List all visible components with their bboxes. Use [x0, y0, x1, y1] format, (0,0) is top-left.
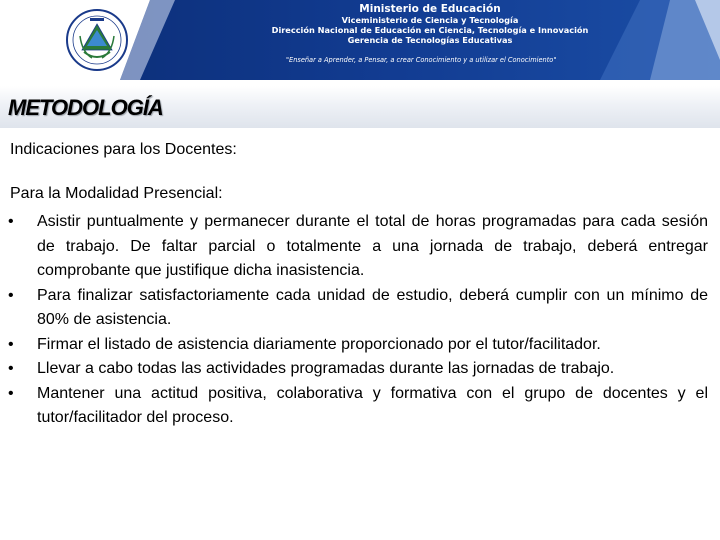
el-salvador-seal-emblem	[62, 8, 132, 72]
vice-ministry-name: Viceministerio de Ciencia y Tecnología	[341, 15, 519, 25]
directorate-name: Dirección Nacional de Educación en Ciencia, Tecnología e Innovación	[271, 25, 589, 35]
list-item	[8, 333, 708, 358]
list-item	[8, 357, 708, 382]
ministry-name: Ministerio de Educación	[359, 3, 501, 15]
bullet-marker: •	[8, 286, 14, 304]
institution-motto: "Enseñar a Aprender, a Pensar, a crear Conocimiento y a utilizar el Conocimiento"	[286, 56, 557, 64]
bullet-marker: •	[8, 360, 14, 377]
bullet-text: Llevar a cabo todas las actividades programadas durante las jornadas de trabajo.	[37, 360, 615, 377]
bullet-text: Mantener una actitud positiva, colaborativa y formativa con el grupo de docentes y el tutor/facilitador del proceso.	[37, 384, 708, 426]
header-banner	[0, 0, 720, 80]
management-name: Gerencia de Tecnologías Educativas	[347, 35, 513, 45]
list-item	[8, 210, 708, 284]
bullet-marker: •	[8, 335, 14, 353]
slide-title: METODOLOGÍA	[8, 95, 163, 120]
header-institution-text	[240, 3, 620, 45]
bullet-text: Firmar el listado de asistencia diariamente proporcionado por el tutor/facilitador.	[37, 335, 601, 353]
list-item	[8, 284, 708, 333]
section-heading: Para la Modalidad Presencial:	[10, 185, 223, 202]
bullet-list	[8, 210, 708, 431]
bullet-text: Para finalizar satisfactoriamente cada unidad de estudio, deberá cumplir con un mínimo de 80% de asistencia.	[37, 286, 708, 328]
list-item	[8, 382, 708, 431]
slide-subtitle: Indicaciones para los Docentes:	[10, 141, 237, 158]
bullet-marker: •	[8, 384, 14, 402]
bullet-text: Asistir puntualmente y permanecer durante el total de horas programadas para cada sesión de trabajo. De faltar parcial o totalmente a una jornada de trabajo, deberá entregar comprobante que justifique dicha inasistencia.	[37, 213, 708, 279]
bullet-marker: •	[8, 213, 14, 230]
